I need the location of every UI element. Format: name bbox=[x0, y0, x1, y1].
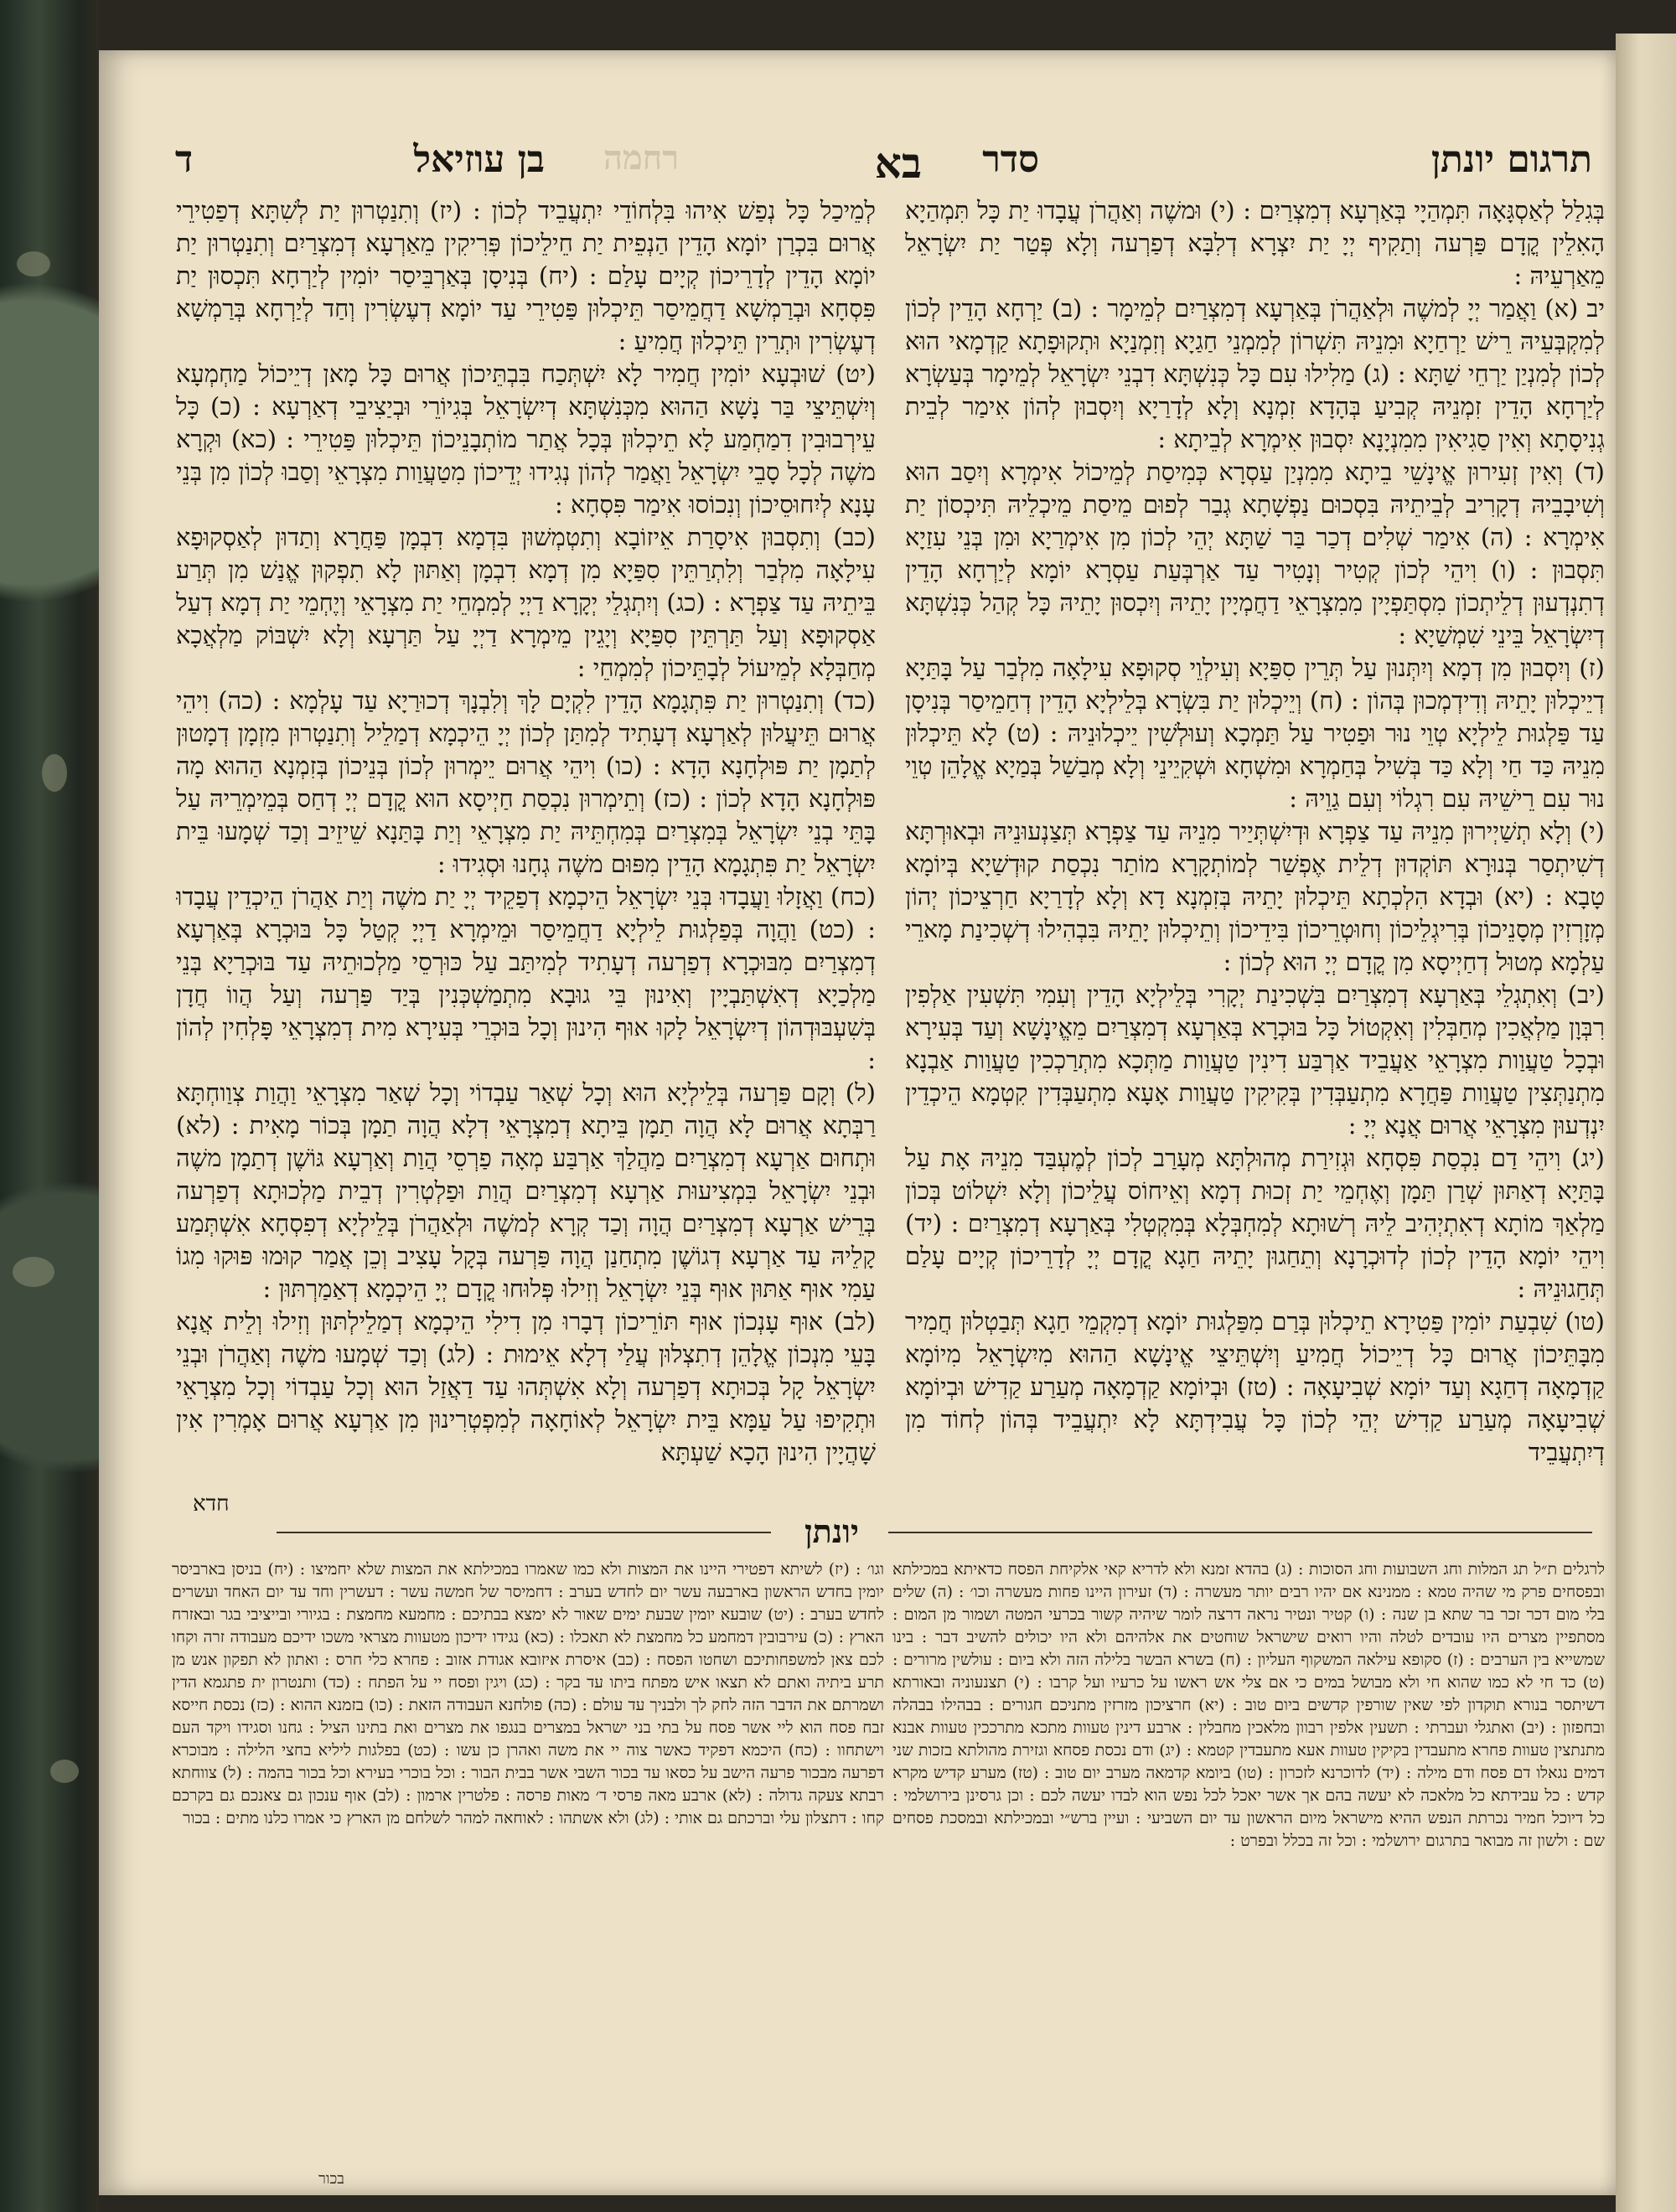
text-paragraph: לְמֵיכַל כָּל נְפַשׁ אִיהוּ בִּלְחוֹדֵי יִתְעֲבֵיד לְכוֹן : (יז) וְתִנַטְרוּן יַת לְשִׁתָּא דְפַטִירֵי אֲרוּם בִּכְרַן יוֹמָא הָדֵין הַנְפֵית יַת חֵילֵיכוֹן פְּרִיקִין מֵאַרְעָא דְמִצְרַיִם וְתִנַטְרוּן יַת יוֹמָא הָדֵין לְדָרֵיכוֹן קְיָים עָלַם : (יח) בְּנִיסָן בְּאַרְבֵּיסַר יוֹמִין לְיַרְחָא תִּכְסוּן יַת פִּסְחָא וּבְרַמְשָׁא דַחֲמֵיסַר תֵּיכְלוּן פַּטִירֵי עַד יוֹמָא דְעֶשְׂרִין וְחַד לְיַרְחָא בְּרַמְשָׁא דְעֶשְׂרִין וּתְרֵין תֵּיכְלוּן חֲמִיעַ : bbox=[176, 196, 876, 355]
text-paragraph: בְּגִלַל לְאַסְגָּאָה תִּמְהַיָי בְּאַרְעָא דְמִצְרַיִם : (י) וּמשֶׁה וְאַהֲרֹן עֲבָדוּ יַת כָּל תִּמְהַיָא הָאִלֵין קֳדָם פַּרְעה וְתַקִיף יְיָ יַת יִצְרָא דְלִבָּא דְפַרְעה וְלָא פְּטַר יַת יִשְׂרָאֵל מֵאַרְעֵיהּ : bbox=[905, 196, 1605, 290]
main-text-right-column bbox=[905, 194, 1605, 1501]
text-paragraph: (ל) וְקָם פַּרְעה בְּלֵילְיָא הוּא וְכָל שְׁאַר עַבְדוֹי וְכָל שְׁאַר מִצְרָאֵי וַהֲוַת צְוַוחְתָּא רַבְּתָא אֲרוּם לָא הֲוָה תַמָן בֵּיתָא דְמִצְרָאֵי דְלָא הֲוָה תַמָן בְּכוֹר מָאִית : (לא) וּתְחוּם אַרְעָא דְמִצְרַיִם מַהֲלַךְ אַרְבַּע מְאָה פַרְסֵי הֲוַת וְאַרְעָא גּוֹשֶׁן דְתַמָן משֶׁה וּבְנֵי יִשְׂרָאֵל בִּמְצִיעוּת אַרְעָא דְמִצְרַיִם הֲוַת וּפַלְטְרִין דְבֵית מַלְכוּתָא דְפַרְעה בְּרֵישׁ אַרְעָא דְמִצְרַיִם הֲוָה וְכַד קְרָא לְמשֶׁה וּלְאַהֲרֹן בְּלֵילְיָא דְפִסְחָא אִשְׁתְּמַע קָלֵיהּ עַד אַרְעָא דְגוֹשֶׁן מִתְחַנַן הֲוָה פַּרְעה בְּקָל עָצִיב וְכֵן אֲמַר קוּמוּ פּוּקוּ מִגוֹ עַמִי אוּף אַתּוּן אוּף בְּנֵי יִשְׂרָאֵל וְזִילוּ פְּלוּחוּ קֳדָם יְיָ הֵיכְמָא דְאַמַרְתּוּן : bbox=[176, 1078, 876, 1303]
binding-mark bbox=[13, 1257, 54, 1287]
sidra-label: סדר bbox=[982, 138, 1039, 181]
text-paragraph: (כד) וְתִנַטְרוּן יַת פִּתְגָמָא הָדֵין לִקְיָם לָךְ וְלִבְנָךְ דְכוּרַיָא עַד עָלְמָא : (כה) וִיהֵי אֲרוּם תֵּיעֲלוּן לְאַרְעָא דְעָתִיד לְמִתַּן לְכוֹן יְיָ הֵיכְמָא דְמַלֵיל וְתִנַטְרוּן מִזְמָן דְמָטוּן לְתַמָן יַת פּוּלְחָנָא הָדָא : (כו) וִיהֵי אֲרוּם יֵימְרוּן לְכוֹן בְּנֵיכוֹן בְּזִמְנָא הַהוּא מָה פּוּלְחָנָא הָדָא לְכוֹן : (כז) וְתֵימְרוּן נִכְסַת חַיְיסָא הוּא קֳדָם יְיָ דְחַס בְּמֵימְרֵיהּ עַל בָּתֵּי בְנֵי יִשְׂרָאֵל בְּמִצְרַיִם בְּמִחְתֵּיהּ יַת מִצְרָאֵי וְיַת בָּתַּנָא שֵׁיזֵיב וְכַד שְׁמָעוּ בֵּית יִשְׂרָאֵל יַת פִּתְגָמָא הָדֵין מִפּוּם משֶׁה גְחָנוּ וּסְגִידוּ : bbox=[176, 686, 876, 878]
main-text-left-column bbox=[176, 194, 876, 1501]
parsha-name: בא bbox=[874, 138, 922, 188]
text-paragraph: (טו) שִׁבְעַת יוֹמִין פַּטִירָא תֵיכְלוּן בְּרַם מִפַּלְגוּת יוֹמָא דְמִקְמֵי חַגָא תְּבַטְלוּן חֲמִיר מִבָּתֵּיכוֹן אֲרוּם כָּל דְיֵיכוֹל חֲמִיעַ וְיִשְׁתֵּיצֵי אֱינָשָׁא הַהוּא מִיִשְׂרָאֵל מִיוֹמָא קַדְמָאָה דְחַגָא וְעַד יוֹמָא שְׁבִיעָאָה : (טז) וּבְיוֹמָא קַדְמָאָה מְעַרַע קַדִישׁ וּבְיוֹמָא שְׁבִיעָאָה מְעַרַע קַדִישׁ יְהֵי לְכוֹן כָּל עֲבִידְתָּא לָא יִתְעֲבֵיד בְּהוֹן לְחוֹד מִן דְיִתְעֲבֵיד bbox=[905, 1307, 1605, 1466]
footer-catchword: בכור bbox=[318, 2170, 344, 2188]
text-paragraph: (ד) וְאִין זְעִירוּן אֱינָשֵׁי בֵיתָא מִמִנְיַן עַסְרָא כְּמִיסַת לְמֵיכוֹל אִימְרָא וְיִסַב הוּא וְשִׁיבָבֵיהּ דְקָרִיב לְבֵיתֵיהּ בִּסְכוּם נַפְשָׁתָא גְבַר לְפוּם מֵיסַת מֵיכְלֵיהּ תִּיכְסוֹן יַת אִימְרָא : (ה) אִימַר שְׁלִים דְכַר בַּר שַׁתָּא יְהֵי לְכוֹן מִן אִימְרַיָא וּמִן בְּנֵי עִזַיָא תִּסְבוּן : (ו) וִיהֵי לְכוֹן קְטִיר וְנָטִיר עַד אַרְבְּעַת עַסְרָא יוֹמָא לְיַרְחָא הָדֵין דְתִנְדְעוּן דְלֵיתְכוֹן מִסְתַּפְיָין מִמִצְרָאֵי דַחֲמְיָין יָתֵיהּ וְיִכְסוּן יָתֵיהּ כָּל קְהַל כְּנִשְׁתָּא דְיִשְׂרָאֵל בֵּינֵי שִׁמְשַׁיָא : bbox=[905, 457, 1605, 649]
page-header bbox=[134, 138, 1609, 197]
book-binding bbox=[0, 0, 99, 2212]
bleed-through-text: רחמה bbox=[603, 138, 679, 178]
text-paragraph: (יב) וְאִתְגְלֵי בְּאַרְעָא דְמִצְרַיִם בִּשְׁכִינַת יְקָרִי בְּלֵילְיָא הָדֵין וְעִמִי תִּשְׁעִין אַלְפִין רִבְּוָן מַלְאֲכִין מְחַבְּלִין וְאִקְטוֹל כָּל בּוּכְרָא בְּאַרְעָא דְמִצְרַיִם מֵאֱינָשָׁא וְעַד בְּעִירָא וּבְכָל טַעֲוַות מִצְרָאֵי אַעֲבֵיד אַרְבַּע דִינִין טַעֲוַות מַתְּכָא מִתְרַכְכִין טַעֲוַות אַבְנָא מִתְנַתְּצִין טַעֲוַות פַּחֲרָא מִתְעַבְּדִין בְּקִיקִין טַעֲוַות אָעָא מִתְעַבְּדִין קִטְמָא הֵיכְדֵין יִנְדְעוּן מִצְרָאֵי אֲרוּם אֲנָא יְיָ : bbox=[905, 980, 1605, 1140]
book-title: תרגום יונתן bbox=[1430, 138, 1592, 181]
text-paragraph: (ז) וְיִסְבוּן מִן דְמָא וְיִתְּנוּן עַל תְּרֵין סִפַּיָא וְעִילְוֵי סְקוּפָא עִילָאָה מִלְבַר עַל בָּתַּיָא דְיֵיכְלוּן יָתֵיהּ וְדִידְמְכוּן בְּהוֹן : (ח) וְיֵיכְלוּן יַת בִּשְׂרָא בְּלֵילְיָא הָדֵין דְחַמֵיסַר בְּנִיסָן עַד פַּלְגוּת לֵילְיָא טְוֵי נוּר וּפַטִיר עַל תַּמְכָא וְעוּלְשִׁין יֵיכְלוּנֵיהּ : (ט) לָא תֵּיכְלוּן מִנֵיהּ כַּד חַי וְלָא כַּד בְּשִׁיל בְּחַמְרָא וּמִשְׁחָא וּשְׁקִיֵינֵי וְלָא מְבַשַׁל בְּמַיָא אֱלָהֵן טְוֵי נוּר עִם רֵישֵׁיהּ עִם רִגְלוֹי וְעִם גַוֵיהּ : bbox=[905, 654, 1605, 813]
binding-mark bbox=[50, 1760, 79, 1783]
next-page-edge bbox=[1616, 34, 1676, 2212]
binding-mark bbox=[42, 754, 67, 792]
text-paragraph: (כח) וַאֲזָלוּ וַעֲבָדוּ בְּנֵי יִשְׂרָאֵל הֵיכְמָא דְפַקֵיד יְיָ יַת משֶׁה וְיַת אַהֲרֹן הֵיכְדֵין עֲבָדוּ : (כט) וַהֲוָה בְּפַלְגוּת לֵילְיָא דַחֲמֵיסַר וּמֵימְרָא דַיְיָ קְטַל כָּל בּוּכְרָא בְּאַרְעָא דְמִצְרַיִם מִבּוּכְרָא דְפַרְעה דְעָתִיד לְמִיתַּב עַל כּוּרְסֵי מַלְכוּתֵיהּ עַד בּוּכְרַיָא בְּנֵי מַלְכַיָא דְאִשְׁתַּבְיָין וְאִינוּן בֵּי גוּבָא מִתְמַשְׁכְּנִין בְּיַד פַּרְעה וְעַל הֲווֹ חֲדָן בְּשִׁעְבּוּדְהוֹן דְיִשְׂרָאֵל לָקוּ אוּף הִינוּן וְכָל בּוּכְרֵי בְּעִירָא מִית דְמִצְרָאֵי פָּלְחִין לְהוֹן : bbox=[176, 882, 876, 1074]
text-paragraph: יב (א) וַאֲמַר יְיָ לְמשֶׁה וּלְאַהֲרֹן בְּאַרְעָא דְמִצְרַיִם לְמֵימָר : (ב) יַרְחָא הָדֵין לְכוֹן לְמִקְבְּעֵיהּ רֵישׁ יַרְחַיָא וּמִנֵיהּ תִּשְׁרוֹן לְמִמְנֵי חַגַיָא וְזִמְנַיָא וּתְקוּפָתָא קַדְמָאי הוּא לְכוֹן לְמִנְיַן יַרְחֵי שַׁתָּא : (ג) מַלִילוּ עִם כָּל כְּנִשְׁתָּא דִבְנֵי יִשְׂרָאֵל לְמֵימָר בְּעַשְׂרָא לְיַרְחָא הָדֵין זִמְנֵיהּ קְבִיעַ בְּהָדָא זִמְנָא וְלָא לְדָרַיָא וְיִסְבוּן לְהוֹן אִימַר לְבֵית גְנִיסָתָא וְאִין סַגִיאִין מִמִנְיָנָא יִסְבוּן אִימְרָא לְבֵיתָא : bbox=[905, 294, 1605, 453]
divider-rule bbox=[277, 1532, 771, 1533]
commentary-right-column: לרגלים ת״ל תג המלות וחג השבועות וחג הסוכות : (ג) בהדא זמנא ולא לדריא קאי אלקיחת הפסח כדאיתא במכילתא ובפסחים פרק מי שהיה טמא : ממנינא אם יהיו רבים יותר מעשרה : (ד) זעירון היינו פחות מעשרה וכו׳ : (ה) שלים בלי מום דכר זכר בר שתא בן שנה : (ו) קטיר ונטיר נראה דרצה לומר שיהיה קשור בכרעי המטה ושמור מן המום : מסתפיין מצרים היו עובדים לטלה והיו רואים שישראל שוחטים את אלהיהם ולא היו יכולים להשיב דבר : בינו שמשייא בין הערבים : (ז) סקופא עילאה המשקוף העליון : (ח) בשרא הבשר בלילה הזה ולא ביום : עולשין מרורים : (ט) כד חי לא כמו שהוא חי ולא מבושל במים כי אם צלי אש ראשו על כרעיו ועל קרבו : (י) תצנעוניה ובאורתא דשיתסר בנורא תוקדון לפי שאין שורפין קדשים ביום טוב : (יא) חרציכון מזרזין מתניכם חגורים : בבהילו בבהלה ובחפזון : (יב) ואתגלי ועברתי : תשעין אלפין רבוון מלאכין מחבלין : ארבע דינין טעוות מתכא מתרככין טעוות אבנא מתנתצין טעוות פחרא מתעבדין בקיקין טעוות אעא מתעבדין קטמא : (יג) ודם נכסת פסחא וגזירת מהולתא בזכות שני דמים נגאלו דם פסח ודם מילה : (יד) לדוכרנא לזכרון : (טו) ביומא קדמאה מערב יום טוב : (טז) מערע קדיש מקרא קדש : כל עבידתא כל מלאכה לא יעשה בהם אך אשר יאכל לכל נפש הוא לבדו יעשה לכם : וכן גרסינן בירושלמי : כל דיוכל חמיר נכרתת הנפש ההיא מישראל מיום הראשון עד יום השביעי : ועיין ברש״י ובמכילתא ובמסכת פסחים שם : ולשון זה מבואר בתרגום ירושלמי : וכל זה בכלל ובפרט : bbox=[892, 1560, 1605, 1850]
text-paragraph: (יג) וִיהֵי דַם נִכְסַת פִּסְחָא וּגְזִירַת מְהוּלְתָּא מְעָרַב לְכוֹן לְמֶעְבַּד מִנֵיהּ אָת עַל בָּתַּיָא דְאַתּוּן שְׁרַן תַּמָן וְאֶחְמֵי יַת זְכוּת דְמָא וְאֵיחוֹס עֲלֵיכוֹן וְלָא יִשְׁלוֹט בְּכוֹן מַלְאַךְ מוֹתָא דְאִתְיְהִיב לֵיהּ רְשׁוּתָא לְמִחְבְּלָא בְּמִקְטְלִי בְּאַרְעָא דְמִצְרַיִם : (יד) וִיהֵי יוֹמָא הָדֵין לְכוֹן לְדוּכְרָנָא וְתֵחַגוּן יָתֵיהּ חַגָא קֳדָם יְיָ לְדָרֵיכוֹן קְיָים עָלַם תְּחַגוּנֵיהּ : bbox=[905, 1144, 1605, 1303]
catchword: חדא bbox=[193, 1491, 230, 1517]
text-paragraph: (יט) שׁוּבְעָא יוֹמִין חֲמִיר לָא יִשְׁתְּכַח בִּבְתֵּיכוֹן אֲרוּם כָּל מָאן דְיֵיכוֹל מַחְמְעָא וְיִשְׁתֵּיצֵי בַּר נָשָׁא הַהוּא מִכְּנִשְׁתָּא דְיִשְׂרָאֵל בְּגִיוֹרֵי וּבְיַצִיבֵי דְאַרְעָא : (כ) כָּל עֵירְבוּבִין דִמַחְמַע לָא תֵיכְלוּן בְּכָל אֲתַר מוֹתְבָנֵיכוֹן תֵּיכְלוּן פַּטִירֵי : (כא) וּקְרָא משֶׁה לְכָל סָבֵי יִשְׂרָאֵל וַאֲמַר לְהוֹן נְגִידוּ יְדֵיכוֹן מִטַעֲוַות מִצְרָאֵי וְסַבוּ לְכוֹן מִן בְּנֵי עָנָא לְיִחוּסֵיכוֹן וְנִכוֹסוּ אִימַר פִּסְחָא : bbox=[176, 359, 876, 519]
binding-mark bbox=[17, 251, 50, 276]
text-paragraph: (כב) וְתִסְבוּן אִיסָרַת אֵיזוֹבָא וְתִטְמְשׁוּן בִּדְמָא דִבְמָן פַּחֲרָא וְתַדוּן לְאַסְקוּפָא עִילָאָה מִלְבַר וְלִתְרַתֵּין סִפַּיָא מִן דְמָא דִבְמָן וְאַתּוּן לָא תִפְקוּן אֱנַשׁ מִן תְּרַע בֵּיתֵיהּ עַד צַפְרָא : (כג) וְיִתְגְלֵי יְקָרָא דַיְיָ לְמִמְחֵי יַת מִצְרָאֵי וְיֶחְמֵי יַת דְמָא דְעַל אַסְקוּפָא וְעַל תַּרְתֵּין סִפַּיָא וְיָגֵין מֵימְרָא דַיְיָ עַל תַּרְעָא וְלָא יִשְׁבּוֹק מַלְאֲכָא מְחַבְּלָא לְמֵיעוֹל לְבָתֵּיכוֹן לְמִמְחֵי : bbox=[176, 523, 876, 682]
text-paragraph: (לב) אוּף עָנְכוֹן אוּף תּוֹרֵיכוֹן דְבָרוּ מִן דִילִי הֵיכְמָא דְמַלֵילְתּוּן וְזִילוּ וְלֵית אֲנָא בָּעֵי מִנְכוֹן אֱלָהֵן דְתִצְלוּן עֲלַי דְלָא אֵימוּת : (לג) וְכַד שְׁמָעוּ משֶׁה וְאַהֲרֹן וּבְנֵי יִשְׂרָאֵל קָל בְּכוּתָא דְפַרְעה וְלָא אִשְׁתְּהוּ עַד דַאֲזַל הוּא וְכָל עַבְדוֹי וְכָל מִצְרָאֵי וּתְקִיפוּ עַל עַמָּא בֵּית יִשְׂרָאֵל לְאוֹחָאָה לְמִפְטְרִינוּן מִן אַרְעָא אֲרוּם אָמְרִין אִין שָׁהֲיָין הִינוּן הָכָא שַׁעְתָּא bbox=[176, 1307, 876, 1466]
author-title: בן עוזיאל bbox=[413, 138, 545, 181]
commentary-left-column: וגו׳ : (יז) לשיתא דפטירי היינו את המצות ולא כמו שאמרו במכילתא את המצות שלא יחמיצו : (יח) בניסן בארביסר יומין בחדש הראשון בארבעה עשר יום לחדש בערב : דחמיסר של חמשה עשר : דעשרין וחד עד יום האחד ועשרים לחדש בערב : (יט) שובעא יומין שבעת ימים שאור לא ימצא בבתיכם : מחמעא מחמצת : בגיורי ובייציבי בגר ובאזרח הארץ : (כ) עירבובין דמחמע כל מחמצת לא תאכלו : (כא) נגידו ידיכון מטעוות מצראי משכו ידיכם מעבודה זרה וקחו לכם צאן למשפחותיכם ושחטו הפסח : (כב) איסרת איזובא אגודת אזוב : פחרא כלי חרס : ואתון לא תפקון אנש מן תרע ביתיה ואתם לא תצאו איש מפתח ביתו עד בקר : (כג) ויגין ופסח יי על הפתח : (כד) ותנטרון ית פתגמא הדין ושמרתם את הדבר הזה לחק לך ולבניך עד עולם : (כה) פולחנא העבודה הזאת : (כו) בזמנא ההוא : (כז) נכסת חייסא זבח פסח הוא ליי אשר פסח על בתי בני ישראל במצרים בנגפו את מצרים ואת בתינו הציל : גחנו וסגידו ויקד העם וישתחוו : (כח) היכמא דפקיד כאשר צוה יי את משה ואהרן כן עשו : (כט) בפלגות ליליא בחצי הלילה : מבוכרא דפרעה מבכור פרעה הישב על כסאו עד בכור השבי אשר בבית הבור : וכל בוכרי בעירא וכל בכור בהמה : (ל) צווחתא רבתא צעקה גדולה : (לא) ארבע מאה פרסי ד׳ מאות פרסה : פלטרין ארמון : (לב) אוף ענכון גם צאנכם גם בקרכם קחו : דתצלון עלי וברכתם גם אותי : (לג) ולא אשתהו : לאוחאה למהר לשלחם מן הארץ כי אמרו כלנו מתים : בכור bbox=[172, 1560, 884, 1827]
divider-rule bbox=[888, 1532, 1592, 1533]
commentary-title: יונתן bbox=[804, 1512, 859, 1550]
page-letter: ד bbox=[174, 138, 193, 181]
text-paragraph: (י) וְלָא תְשַׁיְירוּן מִנֵיהּ עַד צַפְרָא וּדְיִשְׁתְּיַיר מִנֵיהּ עַד צַפְרָא תְּצַנְעוּנֵיהּ וּבְאוּרְתָּא דְשִׁיתְסַר בְּנוּרָא תּוֹקְדוּן דְלֵית אֶפְשַׁר לְמוֹתְקָרָא מוֹתַר נִכְסַת קוּדְשַׁיָא בְּיוֹמָא טָבָא : (יא) וּבְדָא הִלְכְתָא תֵּיכְלוּן יָתֵיהּ בְּזִמְנָא דָא וְלָא לְדָרַיָא חַרְצֵיכוֹן יְהוֹן מְזָרְזִין מְסָנֵיכוֹן בְּרִיגְלֵיכוֹן וְחוּטְרֵיכוֹן בִּידֵיכוֹן וְתֵיכְלוּן יָתֵיהּ בִּבְהִילוּ דְשְׁכִינַת מָארֵי עַלְמָא מְטוּל דְחַיְיסָא מִן קֳדָם יְיָ הוּא לְכוֹן : bbox=[905, 817, 1605, 976]
